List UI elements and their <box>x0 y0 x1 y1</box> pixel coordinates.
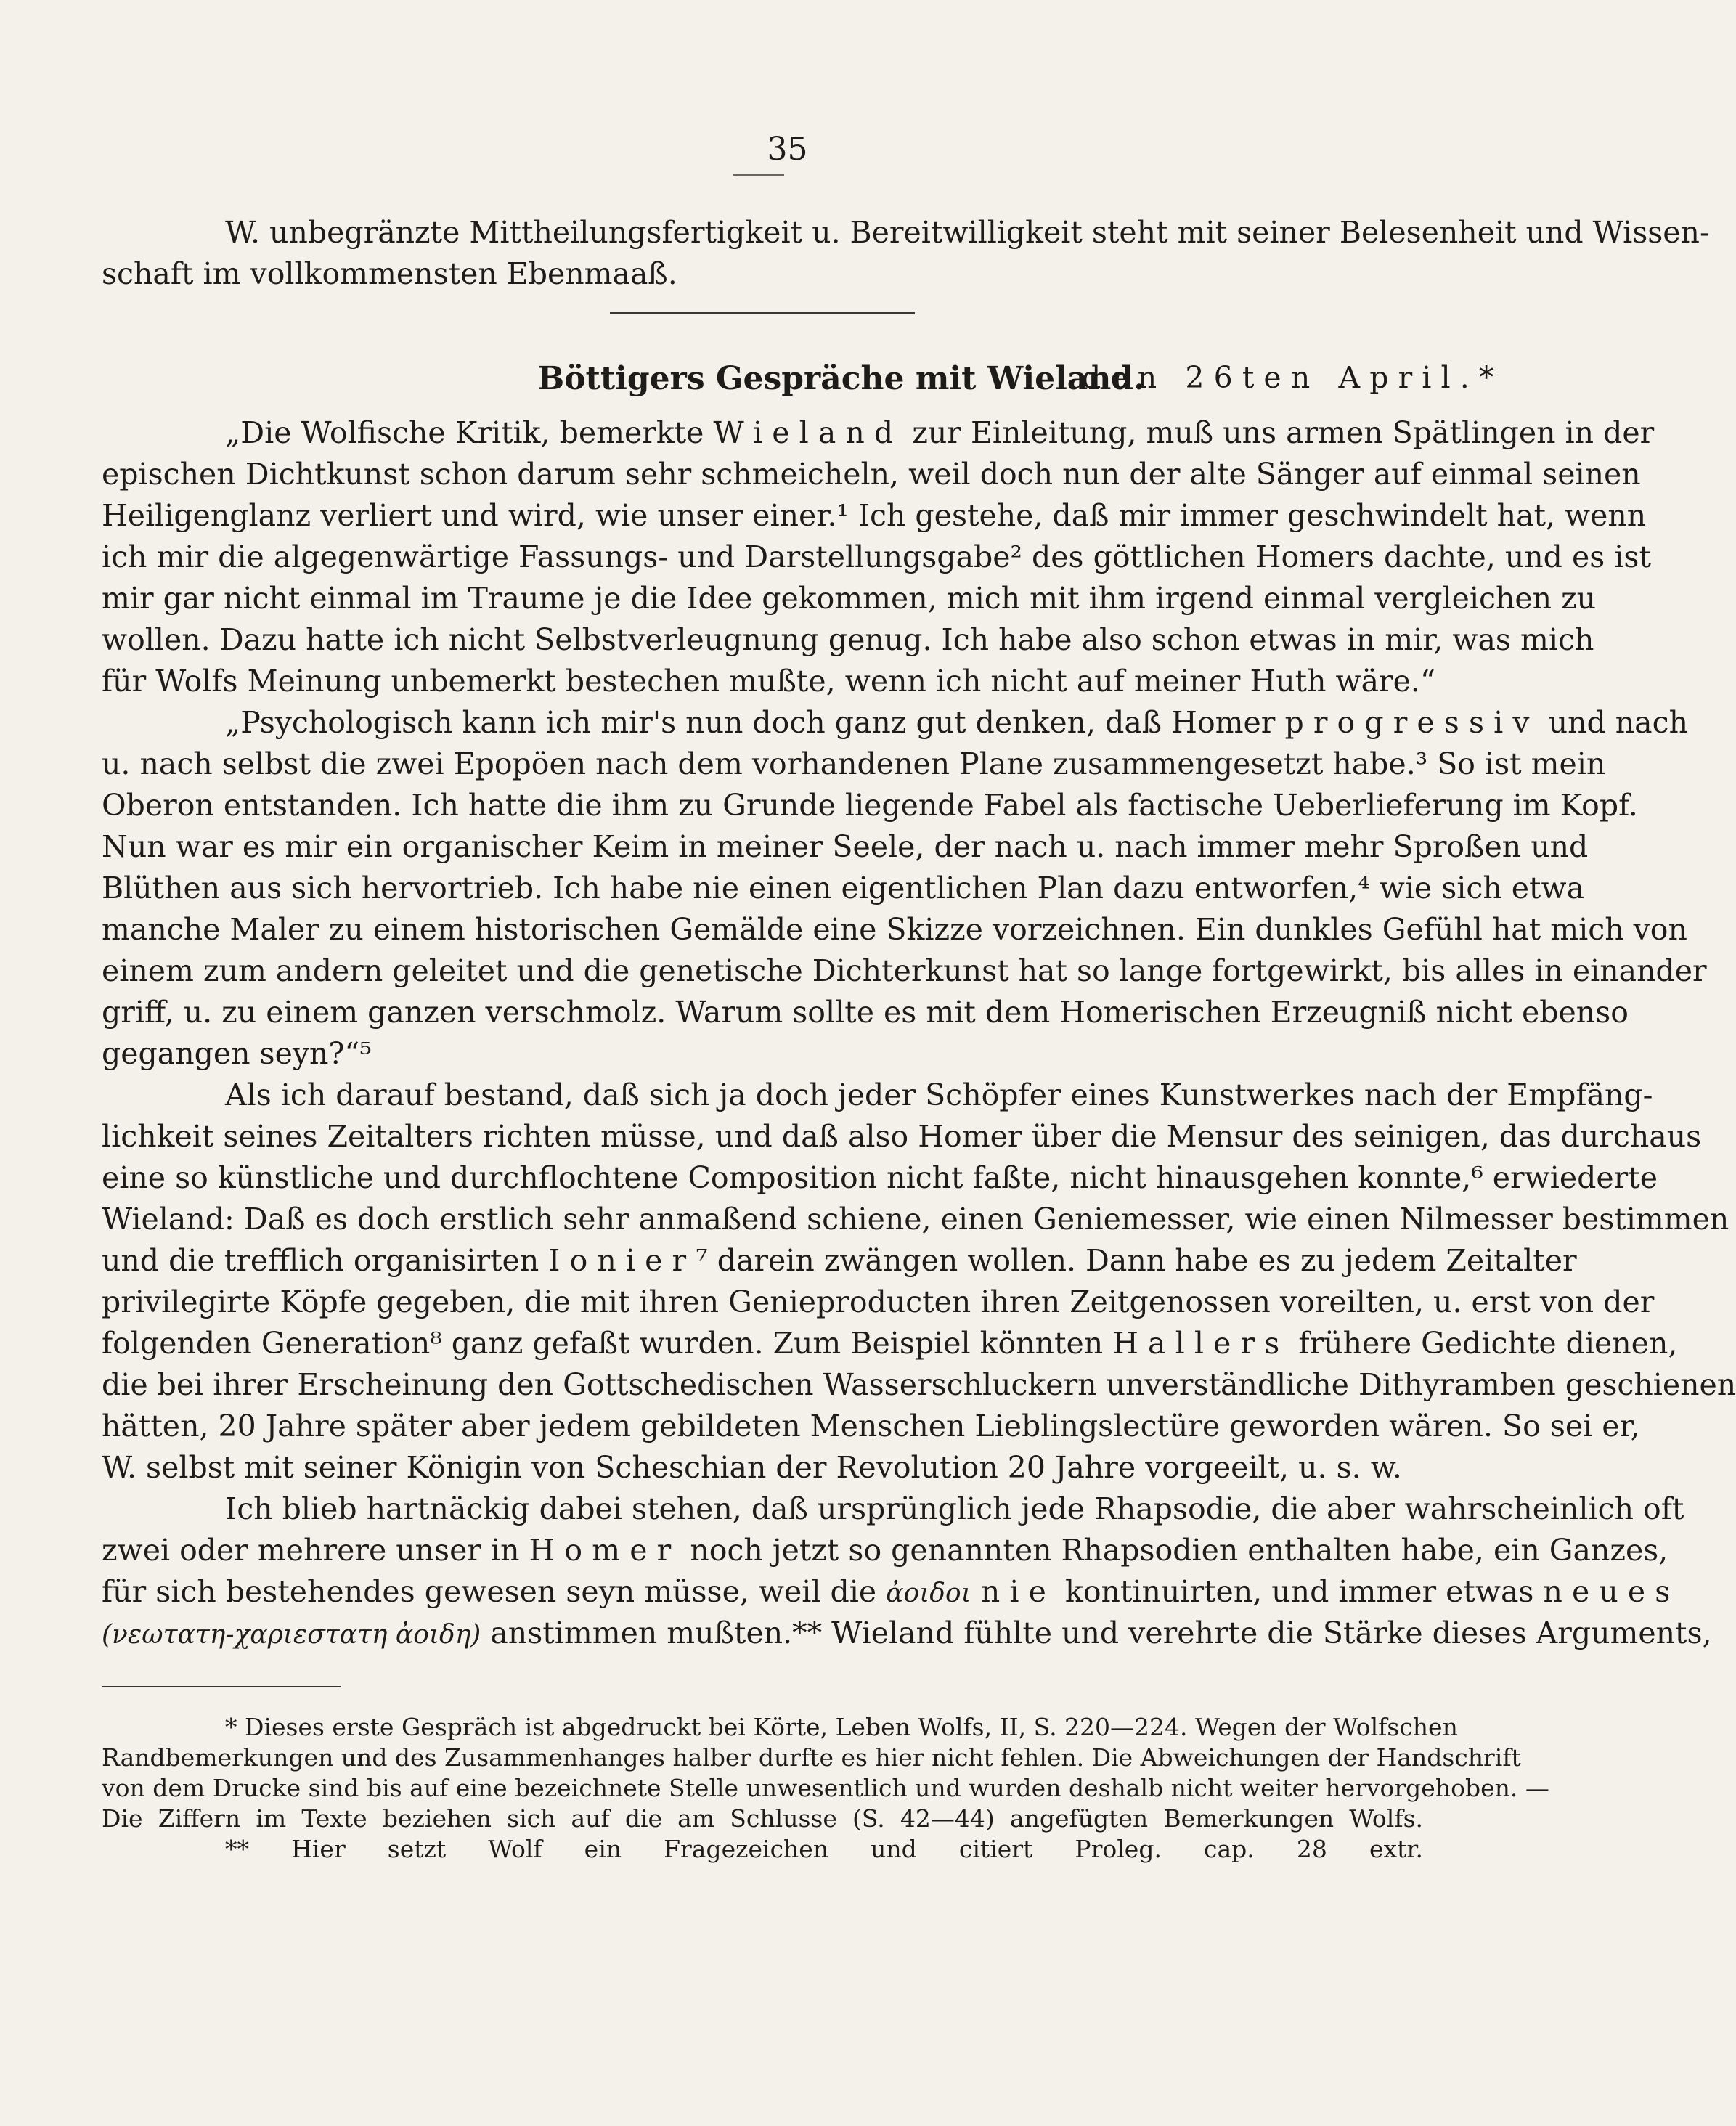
body-line: manche Maler zu einem historischen Gemälde eine Skizze vorzeichnen. Ein dunkles Gefühl hat mich von <box>102 912 1687 947</box>
text-run: ⁷ darein zwängen wollen. Dann habe es zu jedem Zeitalter <box>696 1243 1577 1278</box>
spaced-word: neues <box>1543 1574 1680 1609</box>
text-run: noch jetzt so genannten Rhapsodien enthalten habe, ein Ganzes, <box>680 1533 1668 1568</box>
body-line: griff, u. zu einem ganzen verschmolz. Warum sollte es mit dem Homerischen Erzeugniß nicht ebenso <box>102 995 1629 1030</box>
body-line: Ich blieb hartnäckig dabei stehen, daß ursprünglich jede Rhapsodie, die aber wahrscheinlich oft <box>225 1491 1684 1526</box>
body-line: die bei ihrer Erscheinung den Gottschedischen Wasserschluckern unverständliche Dithyramben geschienen <box>102 1367 1736 1402</box>
heading-date: den 26ten April.* <box>1082 360 1504 395</box>
text-run: kontinuirten, und immer etwas <box>1055 1574 1544 1609</box>
page-number-underline <box>733 174 784 176</box>
body-line: Nun war es mir ein organischer Keim in meiner Seele, der nach u. nach immer mehr Sproßen und <box>102 829 1589 864</box>
body-line <box>102 702 1688 744</box>
footnote-line: Randbemerkungen und des Zusammenhanges halber durfte es hier nicht fehlen. Die Abweichungen der Handschrift <box>102 1743 1521 1772</box>
body-line <box>102 1530 1668 1571</box>
intro-line-1: W. unbegränzte Mittheilungsfertigkeit u. Bereitwilligkeit steht mit seiner Belesenheit und Wissen- <box>225 215 1710 250</box>
text-run: zwei oder mehrere unser in <box>102 1533 529 1568</box>
body-line <box>102 412 1655 454</box>
text-run: frühere Gedichte dienen, <box>1289 1326 1678 1361</box>
body-line: Als ich darauf bestand, daß sich ja doch jeder Schöpfer eines Kunstwerkes nach der Empfäng- <box>225 1078 1653 1112</box>
spaced-word: Ionier <box>548 1243 696 1278</box>
body-line: Blüthen aus sich hervortrieb. Ich habe nie einen eigentlichen Plan dazu entworfen,⁴ wie sich etwa <box>102 871 1585 905</box>
body-line: gegangen seyn?“⁵ <box>102 1036 372 1071</box>
body-line <box>102 1323 1678 1364</box>
spaced-word: nie <box>980 1574 1056 1609</box>
spaced-name: Hallers <box>1112 1326 1289 1361</box>
text-run: „Psychologisch kann ich mir's nun doch ganz gut denken, daß Homer <box>225 705 1285 740</box>
body-line: einem zum andern geleitet und die genetische Dichterkunst hat so lange fortgewirkt, bis alles in einander <box>102 953 1707 988</box>
greek-word: ἀοιδοι <box>886 1579 971 1608</box>
footnote-line: * Dieses erste Gespräch ist abgedruckt bei Körte, Leben Wolfs, II, S. 220—224. Wegen der Wolfschen <box>225 1713 1458 1741</box>
text-run: anstimmen mußten.** Wieland fühlte und verehrte die Stärke dieses Arguments, <box>481 1616 1712 1650</box>
body-line: hätten, 20 Jahre später aber jedem gebildeten Menschen Lieblingslectüre geworden wären. So sei er, <box>102 1409 1640 1443</box>
footnote-rule <box>102 1686 341 1687</box>
body-line: ich mir die algegenwärtige Fassungs- und Darstellungsgabe² des göttlichen Homers dachte, und es ist <box>102 539 1651 574</box>
footnote-line: ** Hier setzt Wolf ein Fragezeichen und citiert Proleg. cap. 28 extr. <box>225 1835 1423 1863</box>
body-line <box>102 1613 1712 1655</box>
body-line: Wieland: Daß es doch erstlich sehr anmaßend schiene, einen Geniemesser, wie einen Nilmesser bestimmen <box>102 1202 1729 1237</box>
spaced-word: progressiv <box>1284 705 1539 740</box>
body-line: Oberon entstanden. Ich hatte die ihm zu Grunde liegende Fabel als factische Ueberlieferung im Kopf. <box>102 788 1638 823</box>
footnote-line: Die Ziffern im Texte beziehen sich auf die am Schlusse (S. 42—44) angefügten Bemerkungen Wolfs. <box>102 1804 1423 1833</box>
body-line: lichkeit seines Zeitalters richten müsse, und daß also Homer über die Mensur des seinigen, das durchaus <box>102 1119 1702 1154</box>
page-number: 35 <box>767 131 808 168</box>
body-line <box>102 1240 1577 1282</box>
greek-phrase: (νεωτατη-χαριεστατη ἀοιδη) <box>102 1620 481 1650</box>
body-line: u. nach selbst die zwei Epopöen nach dem vorhandenen Plane zusammengesetzt habe.³ So ist mein <box>102 746 1606 781</box>
text-run: für sich bestehendes gewesen seyn müsse, weil die <box>102 1574 887 1609</box>
text-run: und die trefflich organisirten <box>102 1243 549 1278</box>
section-heading: Böttigers Gespräche mit Wieland. <box>537 360 1145 397</box>
spaced-name: Homer <box>529 1533 681 1568</box>
footnote-line: von dem Drucke sind bis auf eine bezeichnete Stelle unwesentlich und wurden deshalb nicht weiter hervorgehoben. — <box>102 1774 1549 1802</box>
body-line: Heiligenglanz verliert und wird, wie unser einer.¹ Ich gestehe, daß mir immer geschwindelt hat, wenn <box>102 498 1647 533</box>
body-line: mir gar nicht einmal im Traume je die Idee gekommen, mich mit ihm irgend einmal vergleichen zu <box>102 581 1597 616</box>
section-separator <box>610 312 915 314</box>
text-run: und nach <box>1539 705 1688 740</box>
spaced-name: Wieland <box>713 415 903 450</box>
body-line: wollen. Dazu hatte ich nicht Selbstverleugnung genug. Ich habe also schon etwas in mir, was mich <box>102 622 1594 657</box>
body-line: für Wolfs Meinung unbemerkt bestechen mußte, wenn ich nicht auf meiner Huth wäre.“ <box>102 664 1435 699</box>
body-line: eine so künstliche und durchflochtene Composition nicht faßte, nicht hinausgehen konnte,⁶ erwiederte <box>102 1160 1658 1195</box>
body-line: epischen Dichtkunst schon darum sehr schmeicheln, weil doch nun der alte Sänger auf einmal seinen <box>102 457 1641 492</box>
body-line: privilegirte Köpfe gegeben, die mit ihren Genieproducten ihren Zeitgenossen voreilten, u. erst von der <box>102 1284 1655 1319</box>
body-line: W. selbst mit seiner Königin von Scheschian der Revolution 20 Jahre vorgeeilt, u. s. w. <box>102 1450 1402 1485</box>
body-line <box>102 1571 1680 1614</box>
intro-line-2: schaft im vollkommensten Ebenmaaß. <box>102 256 677 291</box>
text-run: zur Einleitung, muß uns armen Spätlingen in der <box>902 415 1655 450</box>
text-run: folgenden Generation⁸ ganz gefaßt wurden. Zum Beispiel könnten <box>102 1326 1113 1361</box>
text-run: „Die Wolfische Kritik, bemerkte <box>225 415 714 450</box>
